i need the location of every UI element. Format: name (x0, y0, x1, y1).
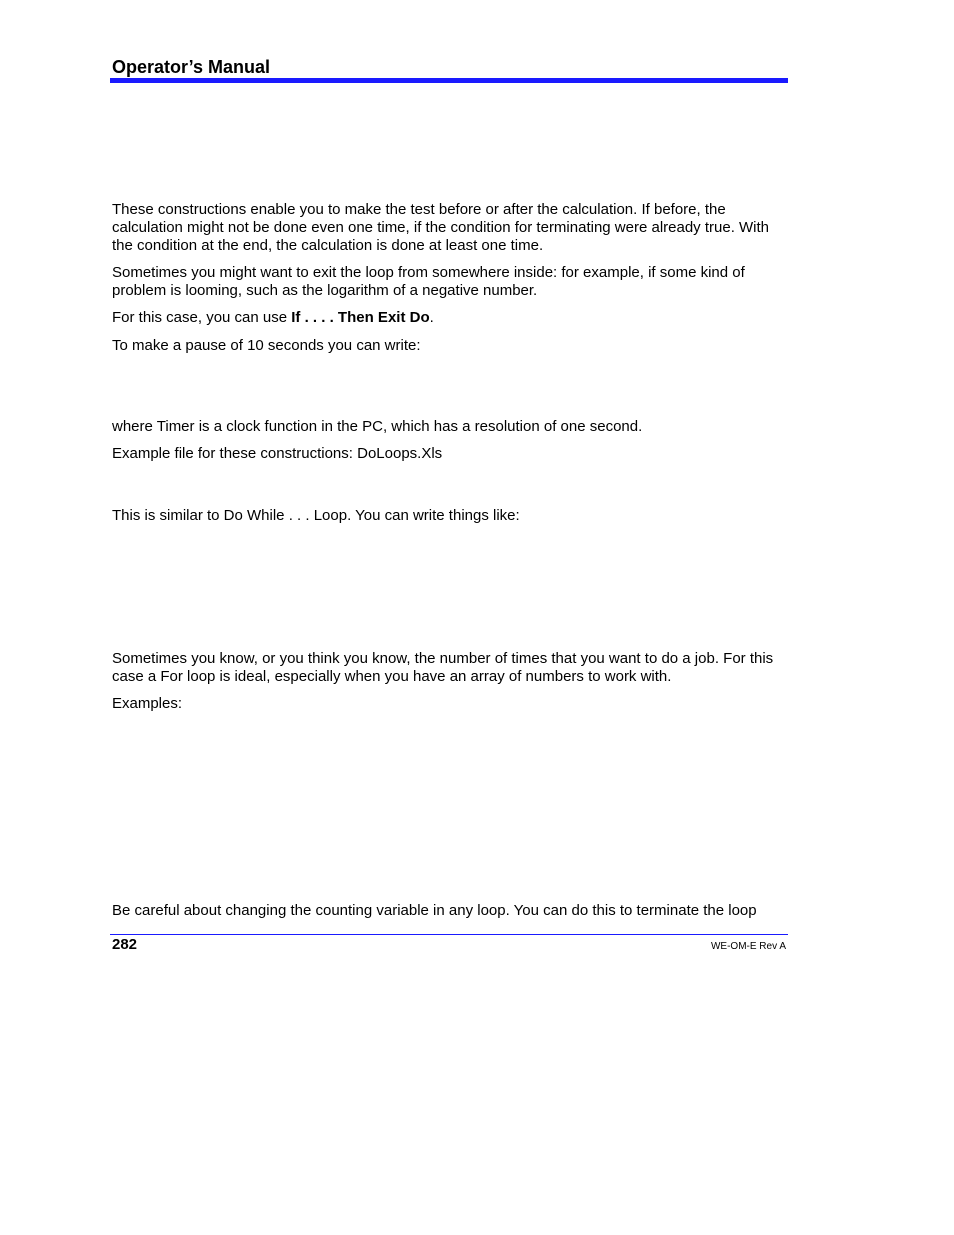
paragraph-pause: To make a pause of 10 seconds you can write: (112, 337, 421, 354)
paragraph-exit-do (112, 309, 792, 327)
paragraph-counting-variable: Be careful about changing the counting variable in any loop. You can do this to terminate the loop (112, 902, 757, 919)
document-revision: WE-OM-E Rev A (710, 941, 786, 952)
header-rule (110, 78, 788, 83)
exit-do-suffix: . (429, 309, 434, 326)
paragraph-similar-do-while: This is similar to Do While . . . Loop. You can write things like: (112, 507, 520, 524)
exit-do-prefix: For this case, you can use (112, 309, 292, 326)
paragraph-for-loop: Sometimes you know, or you think you know, the number of times that you want to do a job. For this case a For loop is ideal, especially when you have an array of numbers to work with. (112, 650, 774, 685)
paragraph-test-before-after: These constructions enable you to make the test before or after the calculation. If before, the calculation might not be done even one time, if the condition for terminating were already true. With the condition at the end, the calculation is done at least one time. (112, 201, 770, 254)
exit-do-keyword: If . . . . Then Exit Do (291, 309, 430, 326)
footer-rule (110, 934, 788, 935)
paragraph-example-file: Example file for these constructions: DoLoops.Xls (112, 445, 443, 462)
paragraph-timer: where Timer is a clock function in the PC, which has a resolution of one second. (112, 418, 643, 435)
paragraph-exit-loop: Sometimes you might want to exit the loop from somewhere inside: for example, if some kind of problem is looming, such as the logarithm of a negative number. (112, 264, 745, 299)
page-number: 282 (112, 936, 138, 953)
paragraph-examples: Examples: (112, 695, 183, 712)
page-header-title: Operator’s Manual (112, 57, 271, 77)
